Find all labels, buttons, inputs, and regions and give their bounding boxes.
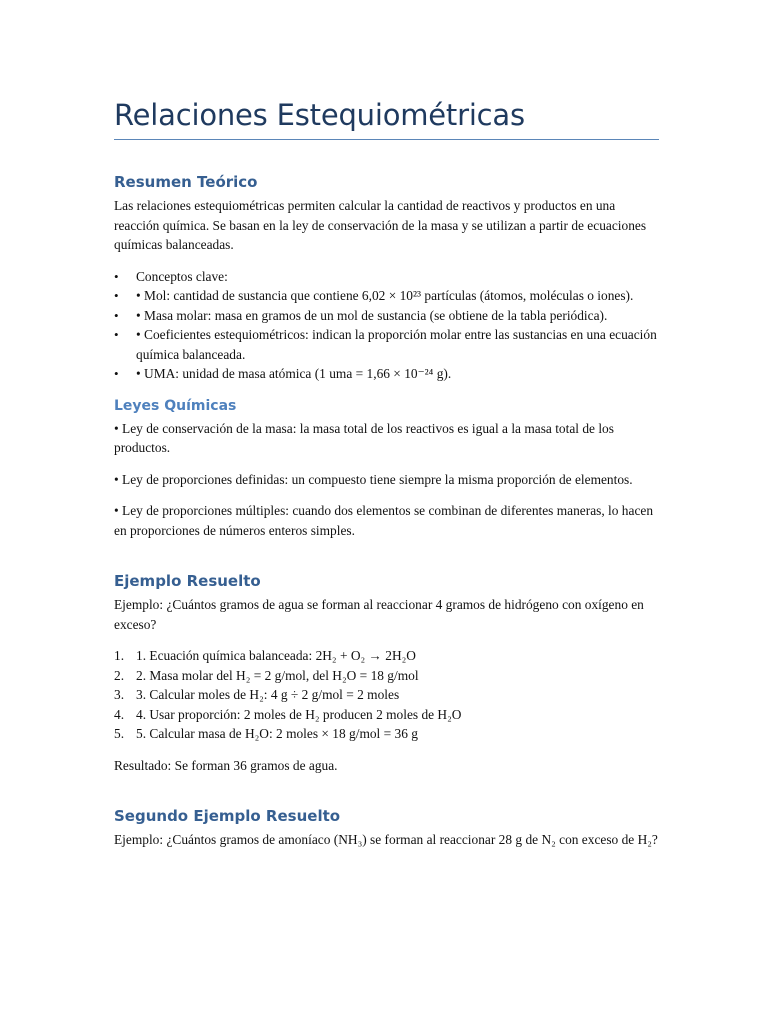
bullet-icon: • — [114, 307, 119, 323]
ley-proporciones-definidas-paragraph: • Ley de proporciones definidas: un compuesto tiene siempre la misma proporción de elementos. — [114, 471, 633, 487]
step-text: 3. Calcular moles de H₂: 4 g ÷ 2 g/mol = 2 moles — [136, 687, 400, 702]
step-text: 4. Usar proporción: 2 moles de H₂ producen 2 moles de H₂O — [136, 706, 462, 722]
step-number: 5. — [114, 726, 125, 741]
step-number: 2. — [114, 667, 125, 683]
bullet-icon: • — [114, 288, 119, 303]
list-item — [114, 705, 659, 725]
step-number: 4. — [114, 706, 125, 722]
list-item — [114, 666, 659, 686]
list-item-text: Conceptos clave: — [136, 268, 228, 284]
document-page — [114, 96, 659, 862]
section-resumen-teorico — [114, 173, 659, 384]
heading-segundo-ejemplo: Segundo Ejemplo Resuelto — [114, 807, 341, 825]
list-item — [114, 646, 659, 666]
section-ejemplo-resuelto — [114, 572, 659, 775]
segundo-ejemplo-question-paragraph: Ejemplo: ¿Cuántos gramos de amoníaco (NH₃) se forman al reaccionar 28 g de N₂ con exceso de H₂? — [114, 832, 658, 847]
ejemplo-question-paragraph: Ejemplo: ¿Cuántos gramos de agua se forman al reaccionar 4 gramos de hidrógeno con oxígeno en exceso? — [114, 597, 644, 632]
heading-ejemplo-resuelto: Ejemplo Resuelto — [114, 572, 261, 590]
step-text: 1. Ecuación química balanceada: 2H₂ + O₂ → 2H₂O — [136, 648, 416, 663]
list-item-text: • Coeficientes estequiométricos: indican la proporción molar entre las sustancias en una ecuación química balanceada. — [136, 327, 657, 362]
list-item — [114, 364, 659, 384]
document-title: Relaciones Estequiométricas — [114, 96, 659, 140]
conceptos-list — [114, 267, 659, 384]
bullet-icon: • — [114, 268, 119, 284]
step-text: 2. Masa molar del H₂ = 2 g/mol, del H₂O = 18 g/mol — [136, 667, 419, 683]
ley-conservacion-paragraph: • Ley de conservación de la masa: la masa total de los reactivos es igual a la masa total de los productos. — [114, 420, 614, 455]
bullet-icon: • — [114, 327, 119, 342]
list-item — [114, 724, 659, 744]
step-text: 5. Calcular masa de H₂O: 2 moles × 18 g/mol = 36 g — [136, 726, 418, 741]
step-number: 3. — [114, 687, 125, 702]
bullet-icon: • — [114, 366, 119, 381]
ejemplo-steps-list — [114, 646, 659, 744]
list-item — [114, 286, 659, 306]
section-segundo-ejemplo — [114, 807, 659, 850]
list-item — [114, 306, 659, 326]
list-item-text: • UMA: unidad de masa atómica (1 uma = 1,66 × 10⁻²⁴ g). — [136, 366, 452, 381]
list-item-text: • Masa molar: masa en gramos de un mol de sustancia (se obtiene de la tabla periódica). — [136, 307, 608, 323]
list-item-text: • Mol: cantidad de sustancia que contiene 6,02 × 10²³ partículas (átomos, moléculas o iones). — [136, 288, 634, 303]
ejemplo-result-paragraph: Resultado: Se forman 36 gramos de agua. — [114, 757, 338, 773]
list-item — [114, 685, 659, 705]
section-leyes-quimicas — [114, 397, 659, 541]
resumen-intro-paragraph: Las relaciones estequiométricas permiten calcular la cantidad de reactivos y productos en una reacción química. Se basan en la ley de conservación de la masa y se utilizan a partir de ecuaciones químicas balanceadas. — [114, 198, 647, 252]
heading-leyes-quimicas: Leyes Químicas — [114, 397, 237, 414]
ley-proporciones-multiples-paragraph: • Ley de proporciones múltiples: cuando dos elementos se combinan de diferentes maneras, lo hacen en proporciones de números enteros simples. — [114, 503, 654, 538]
list-item — [114, 325, 659, 364]
list-item — [114, 267, 659, 287]
heading-resumen-teorico: Resumen Teórico — [114, 173, 258, 191]
step-number: 1. — [114, 648, 125, 663]
